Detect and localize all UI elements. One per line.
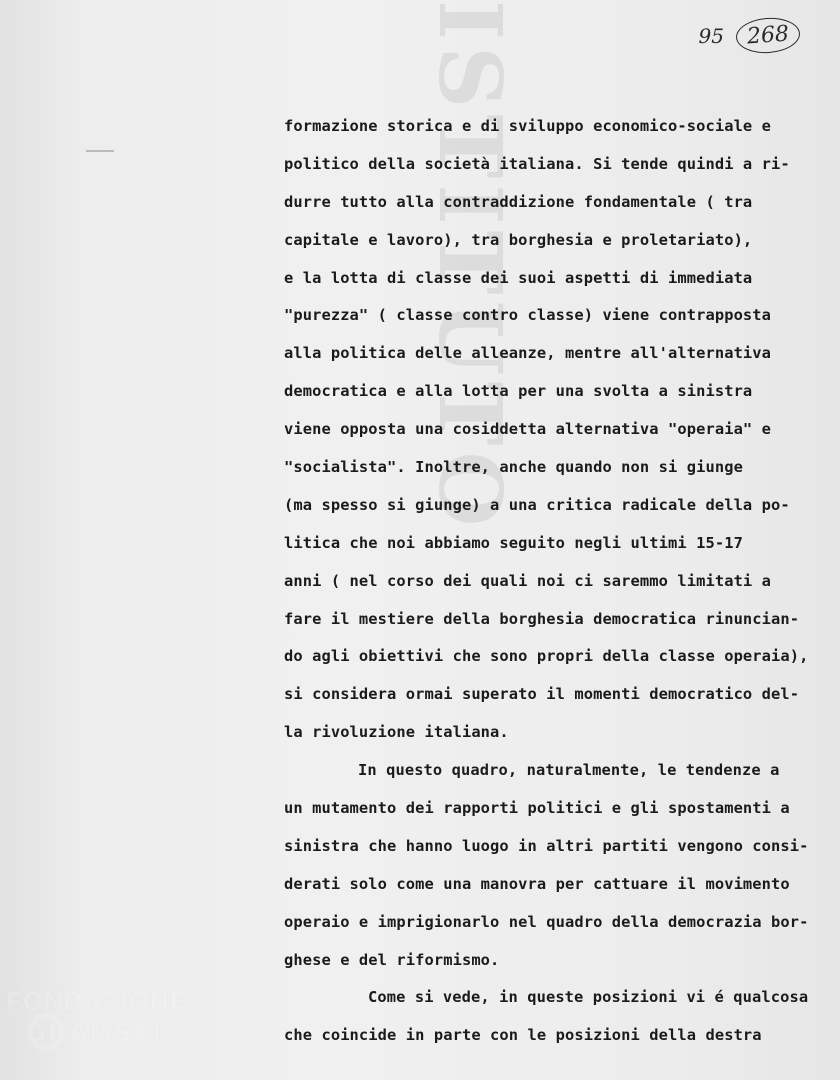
text-line: alla politica delle alleanze, mentre all'alternativa (284, 344, 772, 363)
circled-page-number: 268 (735, 16, 801, 55)
text-line: un mutamento dei rapporti politici e gli spostamenti a (284, 799, 790, 818)
text-line: operaio e imprigionarlo nel quadro della democrazia bor- (284, 912, 809, 931)
text-line: In questo quadro, naturalmente, le tendenze a (358, 761, 780, 780)
text-line: la rivoluzione italiana. (284, 723, 509, 742)
page-number (699, 18, 800, 53)
text-line: viene opposta una cosiddetta alternativa "operaia" e (284, 420, 772, 439)
archive-watermark: ISTITUTO (419, 0, 520, 533)
text-line: anni ( nel corso dei quali noi ci saremmo limitati a (284, 571, 772, 590)
text-line: sinistra che hanno luogo in altri partiti vengono consi- (284, 836, 809, 855)
text-line: Come si vede, in queste posizioni vi é qualcosa (368, 988, 809, 1007)
text-line: litica che noi abbiamo seguito negli ultimi 15-17 (284, 533, 743, 552)
typed-text-body (284, 108, 824, 1055)
logo-mark-icon (26, 1012, 66, 1052)
text-line: derati solo come una manovra per cattuare il movimento (284, 874, 790, 893)
pencil-mark (86, 150, 114, 152)
text-line: ghese e del riformismo. (284, 950, 500, 969)
text-line: si considera ormai superato il momenti democratico del- (284, 685, 800, 704)
text-line: durre tutto alla contraddizione fondamentale ( tra (284, 192, 753, 211)
text-line: e la lotta di classe dei suoi aspetti di immediata (284, 268, 753, 287)
text-line: che coincide in parte con le posizioni della destra (284, 1026, 762, 1045)
text-line: politico della società italiana. Si tende quindi a ri- (284, 154, 790, 173)
text-line: formazione storica e di sviluppo economico-sociale e (284, 117, 772, 135)
foundation-logo (6, 986, 206, 1066)
logo-line-1: FONDAZIONE (6, 986, 188, 1016)
text-line: capitale e lavoro), tra borghesia e proletariato), (284, 230, 753, 249)
text-line: "purezza" ( classe contro classe) viene contrapposta (284, 306, 772, 325)
text-line: (ma spesso si giunge) a una critica radicale della po- (284, 495, 790, 514)
text-line: fare il mestiere della borghesia democratica rinuncian- (284, 609, 800, 628)
handwritten-number: 95 (698, 23, 724, 48)
text-line: do agli obiettivi che sono propri della classe operaia), (284, 647, 809, 666)
text-line: democratica e alla lotta per una svolta a sinistra (284, 382, 753, 401)
text-line: "socialista". Inoltre, anche quando non si giunge (284, 458, 743, 477)
logo-line-2: GRAMSCI (26, 1017, 163, 1047)
